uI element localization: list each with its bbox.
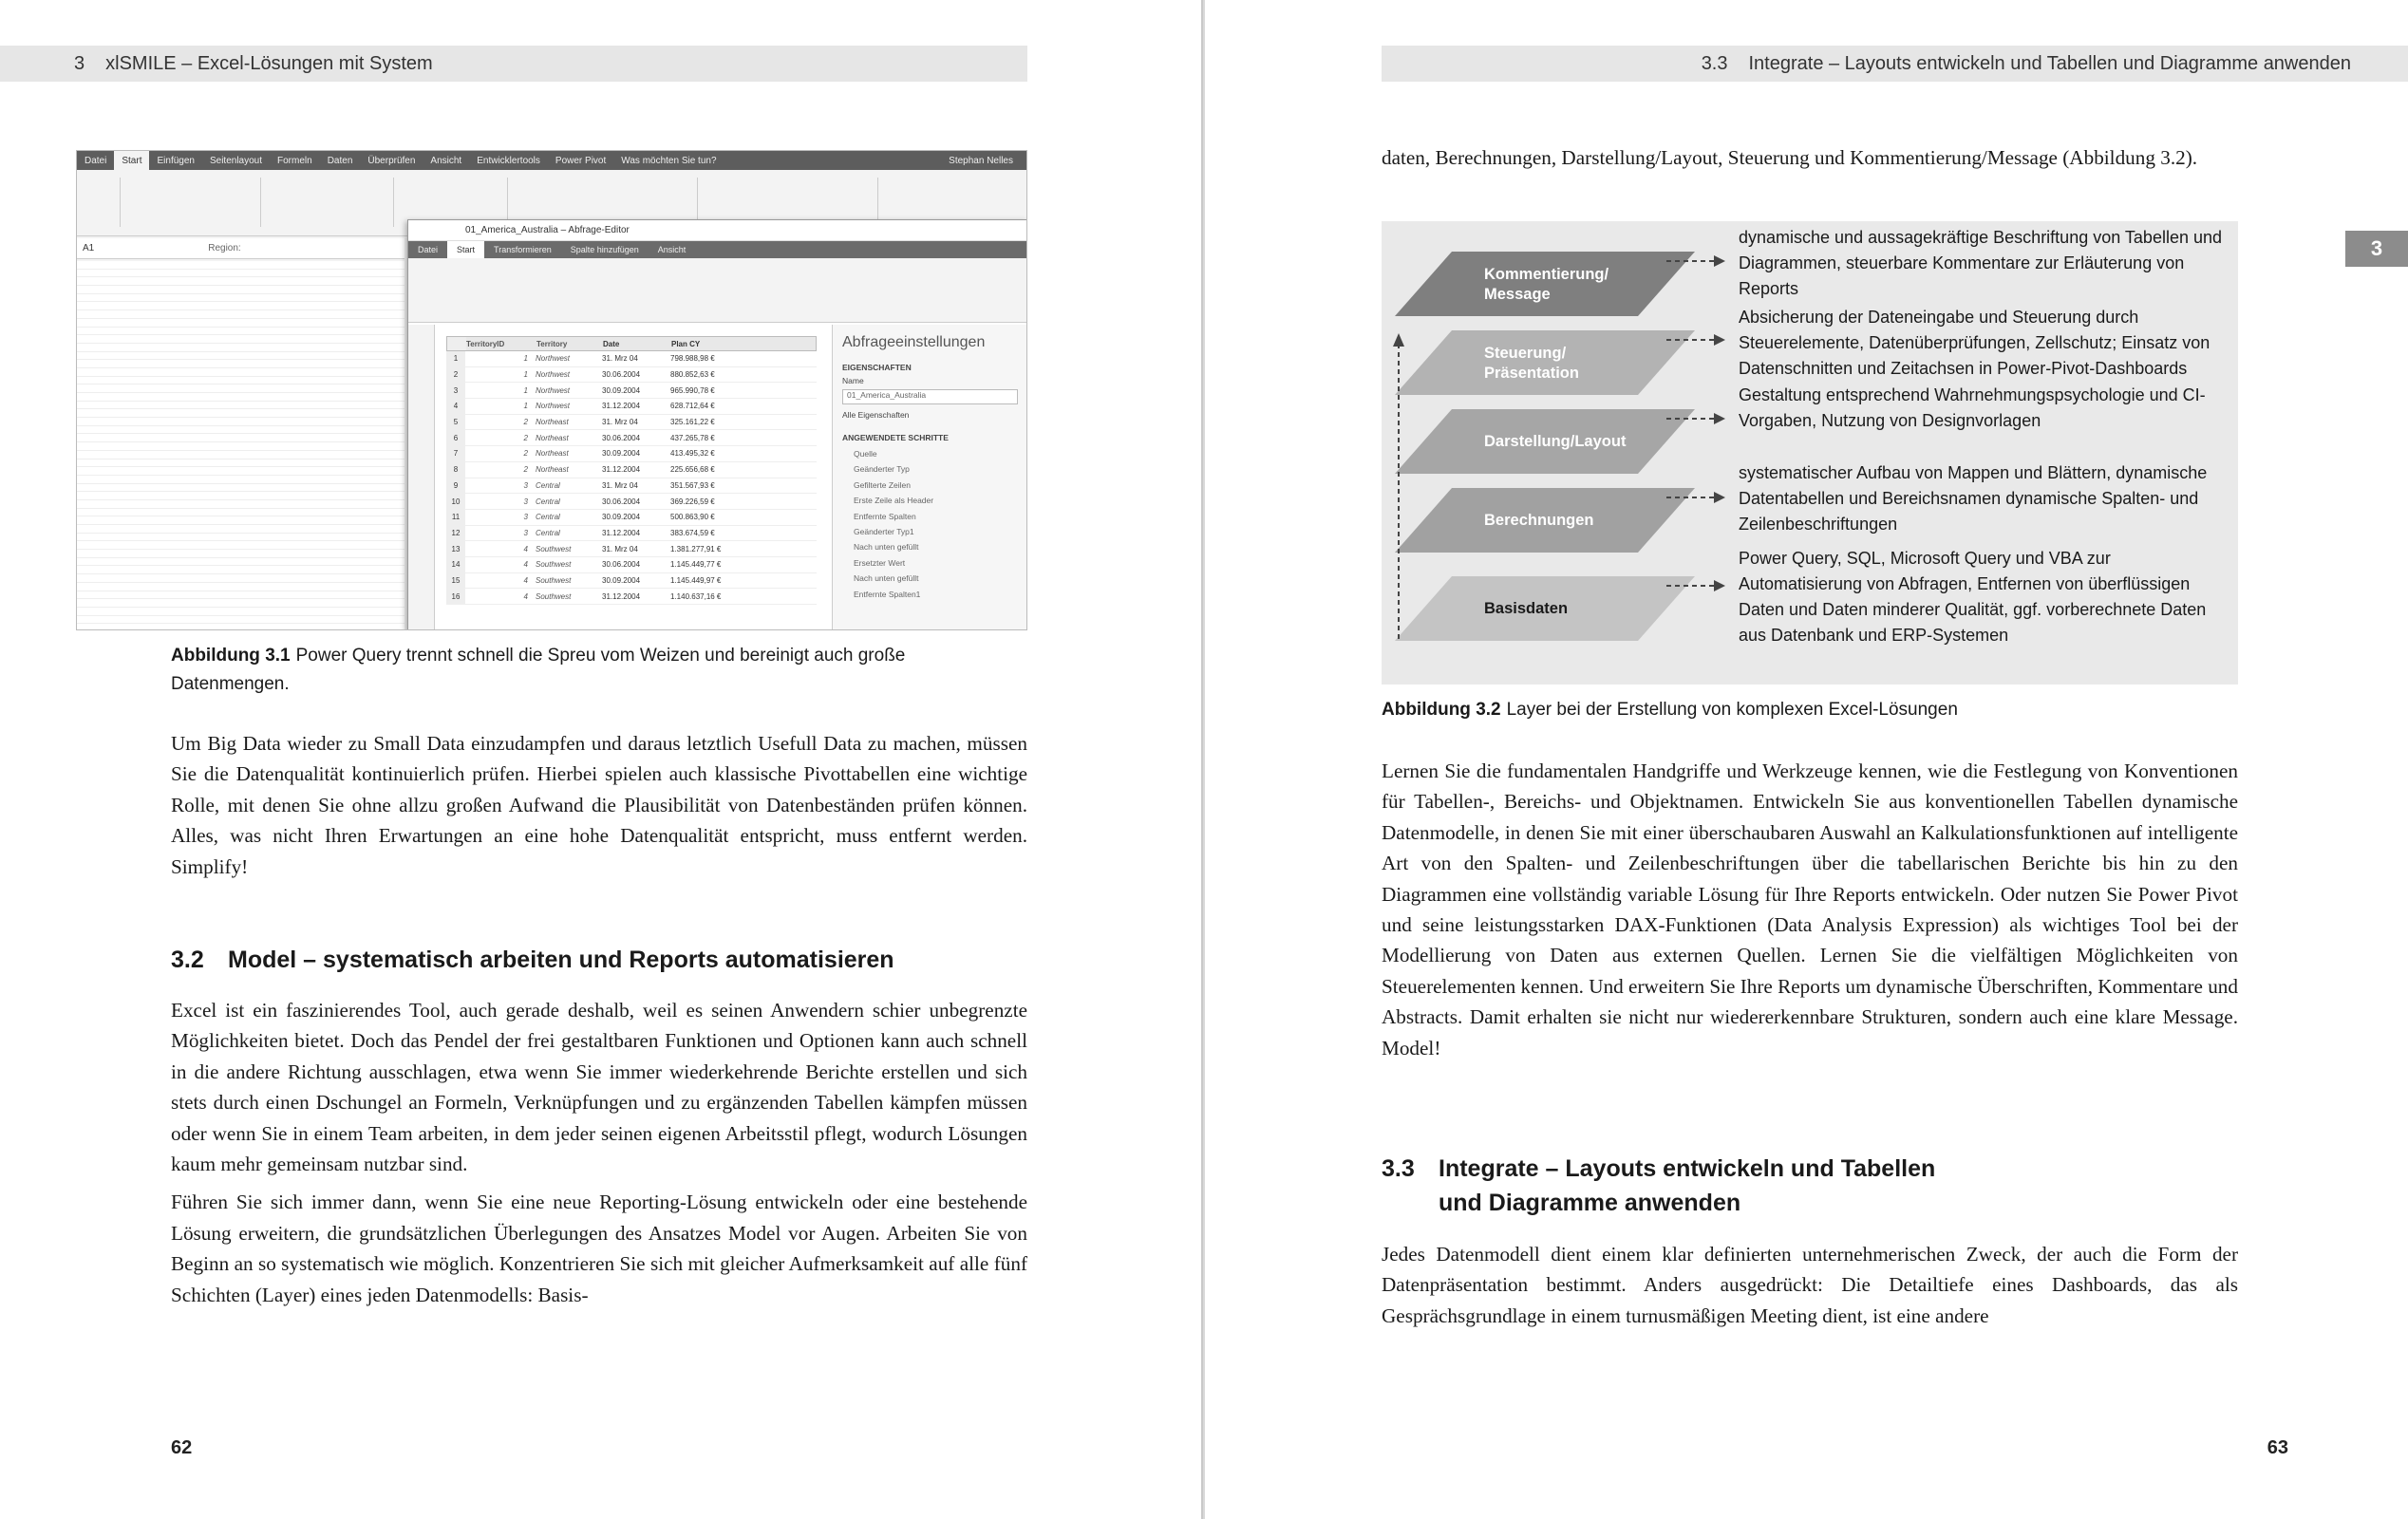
- query-editor-tab[interactable]: Ansicht: [657, 245, 687, 254]
- worksheet-row: [77, 500, 404, 509]
- worksheet-row: [77, 442, 404, 451]
- excel-tab[interactable]: Entwicklertools: [477, 155, 540, 166]
- query-editor-ribbon: [408, 258, 1027, 323]
- grid-column-header[interactable]: TerritoryID: [466, 339, 505, 348]
- grid-row: 6 2 Northeast 30.06.2004 437.265,78 €: [446, 430, 817, 446]
- worksheet-row: [77, 509, 404, 517]
- paragraph-layer-list: daten, Berechnungen, Darstellung/Layout, Steuerung und Kommentierung/Message (Abbildung 3.2).: [1382, 146, 2198, 169]
- worksheet-row: [77, 467, 404, 476]
- worksheet-row: [77, 377, 404, 385]
- page-number-right: 63: [2267, 1437, 2288, 1458]
- excel-tab[interactable]: Start: [114, 151, 149, 170]
- layer-label: Darstellung/Layout: [1484, 433, 1627, 450]
- worksheet-row: [77, 368, 404, 377]
- grid-row: 14 4 Southwest 30.06.2004 1.145.449,77 €: [446, 557, 817, 573]
- worksheet-row: [77, 484, 404, 493]
- settings-title: Abfrageeinstellungen: [842, 334, 986, 350]
- worksheet-row: [77, 426, 404, 435]
- worksheet-row: [77, 451, 404, 459]
- excel-tab[interactable]: Datei: [85, 155, 107, 166]
- query-settings-pane: [832, 325, 1027, 630]
- worksheet-row: [77, 566, 404, 574]
- worksheet-row: [77, 344, 404, 352]
- header-section-number: 3.3: [1701, 52, 1728, 74]
- excel-tab[interactable]: Formeln: [277, 155, 312, 166]
- layer-description: dynamische und aussagekräftige Beschriftung von Tabellen und Diagrammen, steuerbare Kommentare zur Erläuterung von Reports: [1739, 228, 2223, 298]
- section-title-line1: Integrate – Layouts entwickeln und Tabellen: [1439, 1155, 1936, 1182]
- worksheet-row: [77, 476, 404, 484]
- layer-label: Steuerung/ Präsentation: [1484, 345, 1579, 382]
- worksheet-row: [77, 328, 404, 336]
- query-editor-tabs: [408, 241, 1027, 258]
- applied-step[interactable]: Ersetzter Wert: [854, 557, 906, 568]
- paragraph-model-approach: Führen Sie sich immer dann, wenn Sie eine neue Reporting-Lösung entwickeln oder eine bestehende Lösung erweitern, die grundsätzlichen Überlegungen des Ansatzes Model vor Augen. Arbeiten Sie von Beginn an so systematisch wie möglich. Konzentrieren Sie sich mit gleicher Aufmerksamkeit auf alle fünf Schichten (Layer) eines jeden Datenmodells: Basis-: [171, 1191, 1027, 1306]
- arrow-icon: [1714, 492, 1725, 503]
- left-page: [0, 0, 1203, 1519]
- power-query-screenshot: [76, 150, 1027, 630]
- header-chapter-title: xlSMILE – Excel-Lösungen mit System: [105, 52, 433, 74]
- grid-row: 13 4 Southwest 31. Mrz 04 1.381.277,91 €: [446, 541, 817, 557]
- settings-all-properties: Alle Eigenschaften: [842, 410, 910, 420]
- worksheet-row: [77, 492, 404, 500]
- grid-column-header[interactable]: Territory: [536, 339, 568, 348]
- worksheet-row: [77, 384, 404, 393]
- worksheet-row: [77, 534, 404, 542]
- grid-column-header[interactable]: Plan CY: [671, 339, 701, 348]
- worksheet-row: [77, 360, 404, 368]
- header-section-title: Integrate – Layouts entwickeln und Tabellen und Diagramme anwenden: [1748, 52, 2351, 74]
- layer-description: Power Query, SQL, Microsoft Query und VBA zur Automatisierung von Abfragen, Entfernen von überflüssigen Daten und Daten minderer Qualität, ggf. vorberechnete Daten aus Datenbank und ERP-Systemen: [1739, 549, 2207, 645]
- caption-label: Abbildung 3.2: [1382, 700, 1501, 720]
- excel-user-name: Stephan Nelles: [949, 155, 1013, 166]
- arrow-icon: [1714, 255, 1725, 267]
- layer-diagram: [1382, 221, 2238, 684]
- worksheet-row: [77, 335, 404, 344]
- grid-row: 3 1 Northwest 30.09.2004 965.990,78 €: [446, 383, 817, 399]
- paragraph-data-model-purpose: Jedes Datenmodell dient einem klar definierten unternehmerischen Zweck, der auch die Form der Datenpräsentation bestimmt. Anders ausgedrückt: Die Detailtiefe eines Dashboards, das als Gesprächsgrundlage in einem turnusmäßigen Meeting dient, ist eine andere: [1382, 1243, 2238, 1327]
- applied-step[interactable]: Erste Zeile als Header: [854, 496, 934, 506]
- grid-row: 1 1 Northwest 31. Mrz 04 798.988,98 €: [446, 351, 817, 367]
- query-editor-window: [407, 219, 1027, 630]
- worksheet-row: [77, 261, 404, 270]
- worksheet-row: [77, 402, 404, 410]
- grid-row: 2 1 Northwest 30.06.2004 880.852,63 €: [446, 367, 817, 384]
- cell-reference: A1: [83, 243, 95, 253]
- grid-row: 15 4 Southwest 30.09.2004 1.145.449,97 €: [446, 573, 817, 590]
- worksheet-row: [77, 434, 404, 442]
- worksheet-row: [77, 277, 404, 286]
- paragraph-fundamentals: Lernen Sie die fundamentalen Handgriffe und Werkzeuge kennen, wie die Festlegung von Konventionen für Tabellen-, Bereichs- und Objektnamen. Entwickeln Sie aus konventionellen Tabellen dynamische Datenmodelle, in denen Sie mit einer überschaubaren Auswahl an Kalkulationsfunktionen auf intelligente Art von den Spalten- und Zeilenbeschriftungen über die tabellarischen Berichte bis hin zu den Diagrammen eine vollständig variable Lösung für Ihre Reports entwickeln. Oder nutzen Sie Power Pivot und seine leistungsstarken DAX-Funktionen (Data Analysis Expression) als wichtiges Tool bei der Modellierung von Daten aus externen Quellen. Lernen Sie die vielfältigen Möglichkeiten von Steuerelementen kennen. Und erweitern Sie Ihre Reports um dynamische Überschriften, Kommentare und Abstracts. Damit erhalten sie nicht nur wiedererkennbare Strukturen, sondern auch eine klare Message. Model!: [1382, 760, 2238, 1060]
- grid-row: 4 1 Northwest 31.12.2004 628.712,64 €: [446, 399, 817, 415]
- query-editor-tab[interactable]: Datei: [418, 245, 439, 254]
- section-title: Model – systematisch arbeiten und Reports automatisieren: [228, 947, 894, 973]
- applied-steps-list: [842, 446, 1018, 602]
- caption-label: Abbildung 3.1: [171, 646, 291, 666]
- running-header-left: [0, 46, 1027, 82]
- layer-label: Basisdaten: [1484, 600, 1569, 617]
- worksheet-row: [77, 286, 404, 294]
- worksheet-row: [77, 608, 404, 616]
- layer-label: Berechnungen: [1484, 512, 1594, 529]
- grid-row: 10 3 Central 30.06.2004 369.226,59 €: [446, 494, 817, 510]
- excel-tab[interactable]: Was möchten Sie tun?: [621, 155, 717, 166]
- figure-caption-3-2: [1382, 696, 2238, 724]
- layer-description: Gestaltung entsprechend Wahrnehmungspsychologie und CI-Vorgaben, Nutzung von Designvorlagen: [1739, 385, 2206, 430]
- excel-tab[interactable]: Daten: [327, 155, 353, 166]
- worksheet-row: [77, 393, 404, 402]
- worksheet-row: [77, 294, 404, 303]
- excel-worksheet: [77, 261, 404, 630]
- layer-description: systematischer Aufbau von Mappen und Blättern, dynamische Datentabellen und Bereichsnamen dynamische Spalten- und Zeilenbeschriftungen: [1739, 463, 2208, 534]
- excel-tab[interactable]: Power Pivot: [555, 155, 607, 166]
- grid-row: 7 2 Northeast 30.09.2004 413.495,32 €: [446, 446, 817, 462]
- arrow-icon: [1714, 413, 1725, 424]
- excel-ribbon-tabs: [77, 151, 1026, 170]
- section-heading-3-2: [171, 943, 1027, 977]
- formula-content: Region:: [208, 243, 241, 253]
- caption-text: Layer bei der Erstellung von komplexen Excel-Lösungen: [1506, 700, 1958, 720]
- grid-row: 9 3 Central 31. Mrz 04 351.567,93 €: [446, 478, 817, 495]
- applied-step[interactable]: Entfernte Spalten1: [854, 589, 921, 599]
- excel-tab[interactable]: Überprüfen: [367, 155, 416, 166]
- arrow-icon: [1714, 334, 1725, 346]
- query-editor-tab[interactable]: Transformieren: [494, 245, 552, 254]
- applied-step[interactable]: Geänderter Typ1: [854, 527, 914, 537]
- applied-step[interactable]: Gefilterte Zeilen: [854, 479, 911, 490]
- worksheet-row: [77, 541, 404, 550]
- applied-step[interactable]: Geänderter Typ: [854, 464, 910, 475]
- worksheet-row: [77, 558, 404, 567]
- query-editor-tab[interactable]: Start: [447, 241, 484, 258]
- worksheet-row: [77, 574, 404, 583]
- query-editor-title: 01_America_Australia – Abfrage-Editor: [408, 220, 1027, 241]
- arrow-icon: [1714, 580, 1725, 591]
- grid-row: 5 2 Northeast 31. Mrz 04 325.161,22 €: [446, 415, 817, 431]
- worksheet-row: [77, 319, 404, 328]
- worksheet-row: [77, 525, 404, 534]
- grid-column-header[interactable]: Date: [603, 339, 620, 348]
- applied-step[interactable]: Nach unten gefüllt: [854, 573, 919, 584]
- grid-header: [446, 336, 817, 351]
- worksheet-row: [77, 616, 404, 625]
- grid-row: 11 3 Central 30.09.2004 500.863,90 €: [446, 510, 817, 526]
- header-chapter-number: 3: [74, 52, 85, 74]
- worksheet-row: [77, 270, 404, 278]
- applied-step[interactable]: Entfernte Spalten: [854, 511, 916, 521]
- grid-row: 16 4 Southwest 31.12.2004 1.140.637,16 €: [446, 589, 817, 605]
- settings-steps-heading: ANGEWENDETE SCHRITTE: [842, 433, 949, 442]
- section-number: 3.2: [171, 947, 204, 973]
- worksheet-row: [77, 310, 404, 319]
- layer-description: Absicherung der Dateneingabe und Steuerung durch Steuerelemente, Datenüberprüfungen, Zellschutz; Einsatz von Datenschnitten und Zeitachsen in Power-Pivot-Dashboards: [1739, 308, 2210, 378]
- figure-caption-3-1: [171, 642, 1027, 699]
- settings-properties-heading: EIGENSCHAFTEN: [842, 363, 912, 372]
- applied-step[interactable]: Quelle: [854, 449, 877, 459]
- right-page: [1205, 0, 2408, 1519]
- settings-name-label: Name: [842, 376, 864, 385]
- paragraph-excel-tool: Excel ist ein faszinierendes Tool, auch gerade deshalb, weil es seinen Anwendern schier unbegrenzte Möglichkeiten bietet. Doch das Pendel der frei gestaltbaren Funktionen und Optionen kann auch schnell in die andere Richtung ausschlagen, etwa wenn Sie immer wiederkehrende Berichte erstellen und sich stets durch einen Dschungel an Formeln, Verknüpfungen und zu ergänzenden Tabellen kämpfen müssen oder wenn Sie in einem Team arbeiten, in dem jeder seinen eigenen Arbeitsstil pflegt, wodurch Lösungen kaum mehr gemeinsam nutzbar sind.: [171, 999, 1027, 1176]
- excel-tab[interactable]: Ansicht: [430, 155, 462, 166]
- worksheet-row: [77, 583, 404, 591]
- layer-label: Kommentierung/ Message: [1484, 266, 1609, 303]
- up-arrow-icon: [1393, 333, 1404, 347]
- worksheet-row: [77, 550, 404, 558]
- worksheet-row: [77, 459, 404, 468]
- excel-tab[interactable]: Seitenlayout: [209, 155, 263, 166]
- applied-step[interactable]: Nach unten gefüllt: [854, 542, 919, 553]
- worksheet-row: [77, 599, 404, 608]
- chapter-thumb-tab: 3: [2345, 231, 2408, 267]
- worksheet-row: [77, 302, 404, 310]
- section-title-line2: und Diagramme anwenden: [1439, 1190, 1741, 1216]
- caption-text: Power Query trennt schnell die Spreu vom Weizen und bereinigt auch große Datenmengen.: [171, 646, 906, 694]
- grid-row: 12 3 Central 31.12.2004 383.674,59 €: [446, 526, 817, 542]
- grid-row: 8 2 Northeast 31.12.2004 225.656,68 €: [446, 462, 817, 478]
- worksheet-row: [77, 591, 404, 600]
- page-number-left: 62: [171, 1437, 193, 1458]
- worksheet-row: [77, 516, 404, 525]
- worksheet-row: [77, 409, 404, 418]
- running-header-right: [1382, 46, 2408, 82]
- settings-name-input: 01_America_Australia: [842, 389, 1018, 404]
- query-editor-tab[interactable]: Spalte hinzufügen: [570, 245, 639, 254]
- section-number: 3.3: [1382, 1155, 1415, 1182]
- query-preview-grid: [446, 336, 817, 605]
- worksheet-row: [77, 418, 404, 426]
- excel-tab[interactable]: Einfügen: [157, 155, 195, 166]
- formula-bar: [77, 238, 404, 259]
- paragraph-big-data: Um Big Data wieder zu Small Data einzudampfen und daraus letztlich Usefull Data zu machen, müssen Sie die Datenqualität kontinuierlich prüfen. Hierbei spielen auch klassische Pivottabellen eine wichtige Rolle, mit denen Sie ohne allzu großen Aufwand die Plausibilität von Datenbeständen prüfen können. Alles, was nicht Ihren Erwartungen an eine hohe Datenqualität entspricht, muss entfernt werden. Simplify!: [171, 732, 1027, 878]
- queries-pane: [408, 325, 435, 630]
- section-heading-3-3: [1382, 1152, 2238, 1220]
- worksheet-row: [77, 352, 404, 361]
